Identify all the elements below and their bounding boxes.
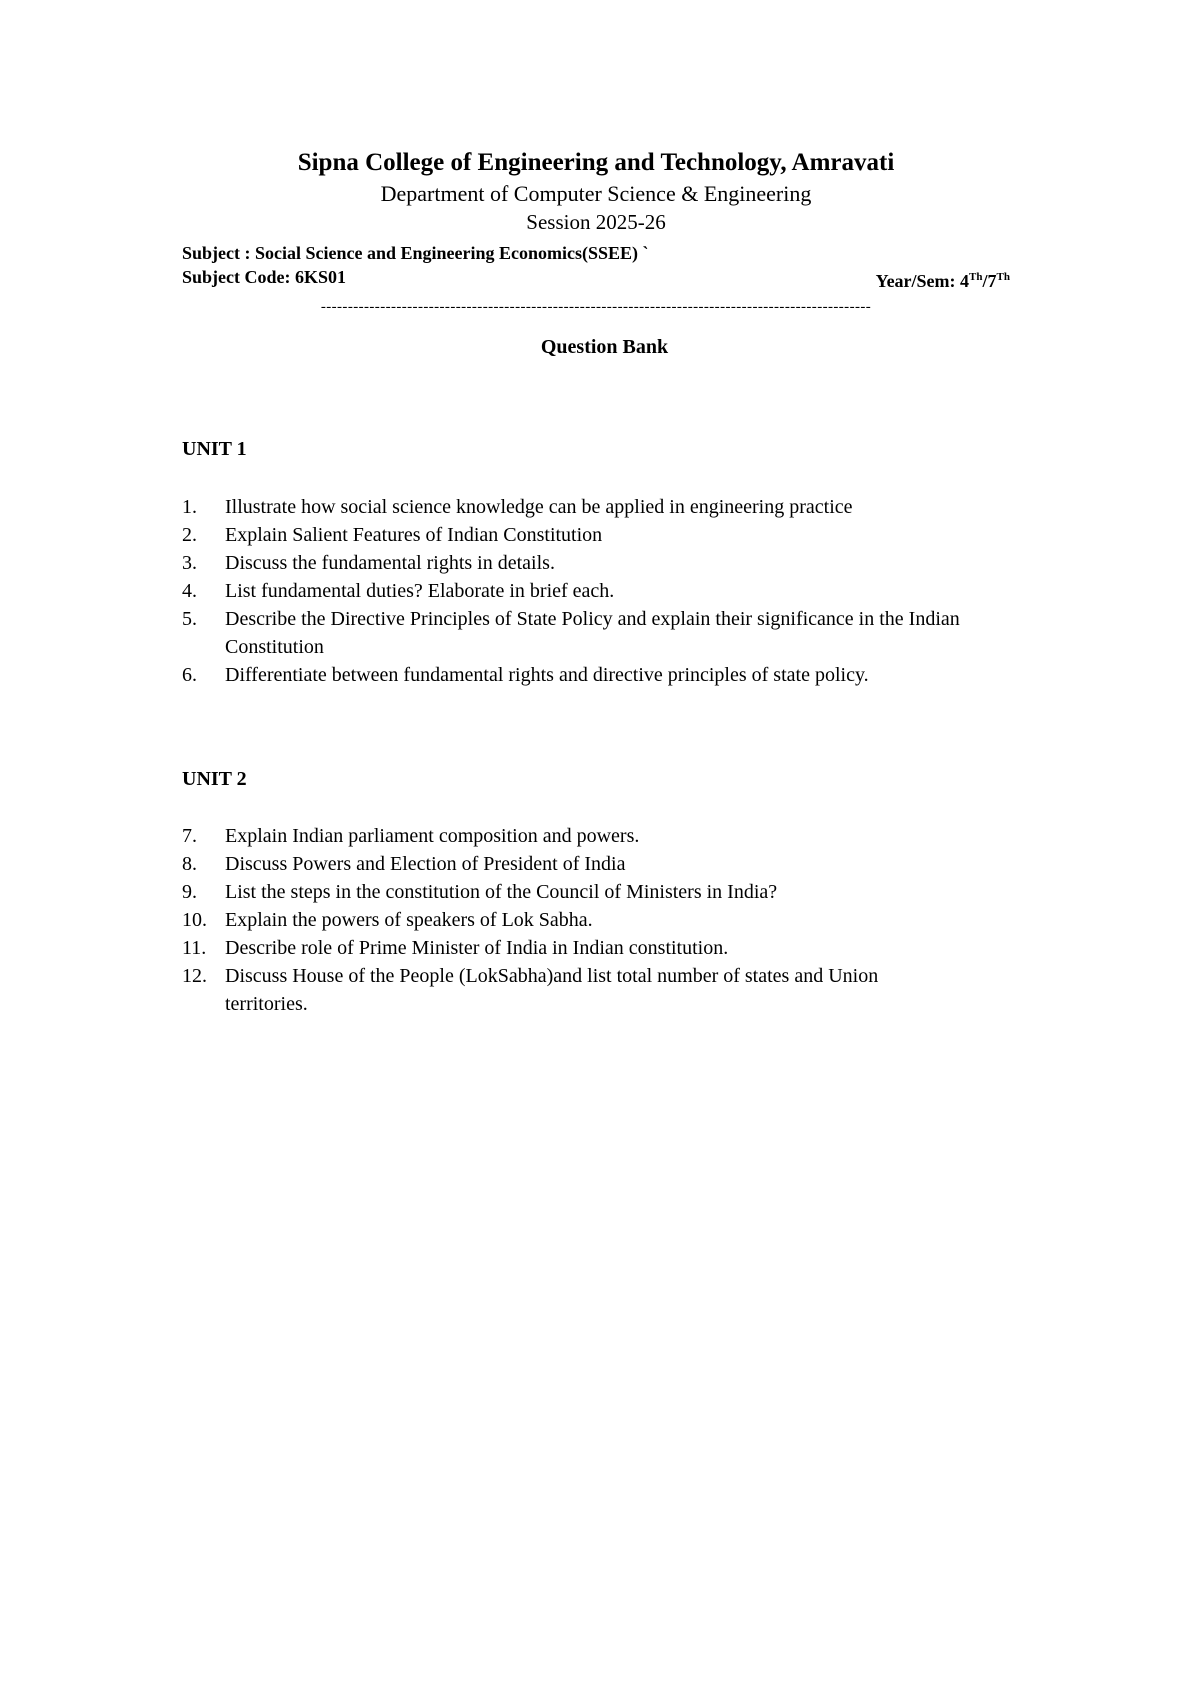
question-text: Explain the powers of speakers of Lok Sabha. [225,909,593,931]
question-number: 12. [182,965,207,987]
college-name: Sipna College of Engineering and Technology, Amravati [297,149,895,176]
question-item [182,605,1032,661]
subject-line: Subject : Social Science and Engineering Economics(SSEE) ` [182,243,649,263]
question-number: 8. [182,853,197,875]
question-number: 1. [182,496,197,518]
question-item [182,878,1032,906]
year-sem-label: Year/Sem: [875,271,961,291]
question-item [182,822,1032,850]
question-text: Illustrate how social science knowledge can be applied in engineering practice [225,496,853,518]
session: Session 2025-26 [526,210,666,234]
question-text: Explain Indian parliament composition and powers. [225,825,640,847]
question-text: Describe role of Prime Minister of India in Indian constitution. [225,937,729,959]
year-sem [876,265,1010,293]
question-text: Explain Salient Features of Indian Constitution [225,524,603,546]
question-number: 5. [182,608,197,630]
unit-1-question-list [182,493,1032,689]
question-number: 3. [182,552,197,574]
question-number: 11. [182,937,207,959]
sem-superscript: Th [996,271,1010,283]
question-item [182,521,1032,549]
subject-code-row [182,265,1010,293]
question-text: Describe the Directive Principles of State Policy and explain their significance in the Indian Constitution [225,608,960,658]
year-superscript: Th [969,271,983,283]
question-text: Discuss House of the People (LokSabha)and list total number of states and Union territories. [225,965,879,1015]
question-number: 6. [182,664,197,686]
year-value: 4 [960,271,970,291]
question-text: Discuss the fundamental rights in details. [225,552,555,574]
document-header [182,146,1010,317]
unit-2-question-list [182,822,1032,1018]
question-text: List fundamental duties? Elaborate in brief each. [225,580,615,602]
question-item [182,549,1032,577]
dashed-divider: ------------------------------------------------------------------------------------------------------ [320,299,872,315]
year-sem-separator: / [982,271,988,291]
question-item [182,906,1032,934]
question-item [182,850,1032,878]
question-item [182,577,1032,605]
unit-2-heading: UNIT 2 [182,768,247,790]
question-number: 9. [182,881,197,903]
sem-value: 7 [987,271,997,291]
question-number: 7. [182,825,197,847]
question-number: 10. [182,909,207,931]
question-item [182,962,1032,1018]
question-text: Discuss Powers and Election of President of India [225,853,626,875]
question-number: 2. [182,524,197,546]
subject-code: Subject Code: 6KS01 [182,267,347,287]
page-title: Question Bank [540,336,669,358]
question-item [182,493,1032,521]
question-text: Differentiate between fundamental rights and directive principles of state policy. [225,664,869,686]
unit-1-heading: UNIT 1 [182,438,247,460]
question-number: 4. [182,580,197,602]
question-item [182,661,1032,689]
department-name: Department of Computer Science & Engineering [380,181,812,206]
question-item [182,934,1032,962]
question-text: List the steps in the constitution of the Council of Ministers in India? [225,881,778,903]
